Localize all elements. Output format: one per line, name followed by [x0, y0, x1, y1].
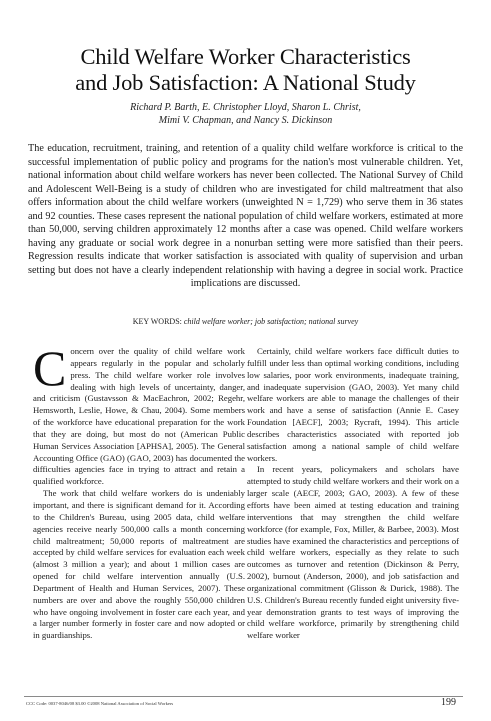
- body-column-right: [247, 346, 459, 642]
- body-column-left: [33, 340, 245, 642]
- body-paragraph: Certainly, child welfare workers face difficult duties to fulfill under less than optimal working conditions, including low salaries, poor work environments, inadequate training, and inadequate supervision (GAO, 2003). Yet many child welfare workers are able to manage the challenges of their work and have a sense of satisfaction (Annie E. Casey Foundation [AECF], 2003; Rycraft, 1994). This article describes characteristics associated with reported job satisfaction among a national sample of child welfare workers.: [247, 346, 459, 463]
- body-paragraph: [33, 340, 245, 488]
- keywords-label: KEY WORDS:: [132, 317, 182, 326]
- footer-divider: [24, 696, 463, 697]
- body-paragraph-text: oncern over the quality of child welfare work appears regularly in the popular and scholarly press. The child welfare worker role involves dealing with high levels of uncertainty, danger, and criticism (Gustavsson & MacEachron, 2002; Regehr, Hemsworth, Leslie, Howe, & Chau, 2004). Some members of the workforce have educational preparation for the work that they are doing, but most do not (American Public Human Services Association [APHSA], 2005). The General Accounting Office (GAO) (GAO, 2003) has documented the difficulties agencies face in trying to attract and retain a qualified workforce.: [33, 346, 245, 487]
- author-list: [60, 101, 431, 127]
- authors-line-1: Richard P. Barth, E. Christopher Lloyd, Sharon L. Christ,: [130, 102, 361, 113]
- authors-line-2: Mimi V. Chapman, and Nancy S. Dickinson: [158, 115, 333, 126]
- body-paragraph: In recent years, policymakers and scholars have attempted to study child welfare workers and their work on a larger scale (AECF, 2003; GAO, 2003). A few of these efforts have been aimed at testing education and training interventions that may strengthen the child welfare workforce (for example, Fox, Miller, & Barbee, 2003). Most studies have examined the characteristics and perceptions of child welfare workers, especially as they relate to such outcomes as turnover and retention (Dickinson & Perry, 2002), burnout (Anderson, 2000), and job satisfaction and organizational commitment (Glisson & Durick, 1988). The U.S. Children's Bureau recently funded eight university five-year demonstration grants to test ways of improving the child welfare workforce, primarily by strengthening child welfare worker: [247, 464, 459, 641]
- drop-cap-letter: C: [33, 340, 67, 396]
- title-line-2: and Job Satisfaction: A National Study: [75, 70, 416, 95]
- abstract-paragraph: The education, recruitment, training, and retention of a quality child welfare workforce is critical to the successful implementation of public policy and programs for the nation's most vulnerable children. Yet, national information about child welfare workers has never been collected. The National Survey of Child and Adolescent Well-Being is a study of children who are investigated for child maltreatment that also offers information about the child welfare workers (unweighted N = 1,729) who serve them in 36 states and 92 counties. These cases represent the national population of child welfare workers, estimated at more than 50,000, serving children approximately 12 months after a case was opened. Child welfare workers having any graduate or social work degree in a nonurban setting were more satisfied than their peers. Regression results indicate that worker satisfaction is associated with quality of supervision and urban setting but does not have a clearly independent relationship with having a degree in social work. Practice implications are discussed.: [28, 143, 463, 290]
- journal-copyright-line: CCC Code: 0037-8046/08 $3.00 ©2008 National Association of Social Workers: [26, 701, 174, 706]
- article-title: [20, 44, 471, 96]
- page-number: 199: [441, 697, 456, 708]
- body-paragraph: The work that child welfare workers do is undeniably important, and there is significant demand for it. According to the Children's Bureau, using 2005 data, child welfare agencies receive nearly 500,000 calls a month concerning child maltreatment; 50,000 reports of maltreatment are accepted by child welfare services for evaluation each week (almost 3 million a year); and about 1 million cases are opened for child welfare intervention annually (U.S. Department of Health and Human Services, 2007). These numbers are over and above the roughly 550,000 children who have ongoing involvement in foster care each year, and a larger number formerly in foster care and now adopted or in guardianships.: [33, 488, 245, 641]
- keywords-line: [60, 316, 431, 327]
- title-line-1: Child Welfare Worker Characteristics: [80, 44, 411, 69]
- keywords-values: child welfare worker; job satisfaction; national survey: [183, 317, 359, 326]
